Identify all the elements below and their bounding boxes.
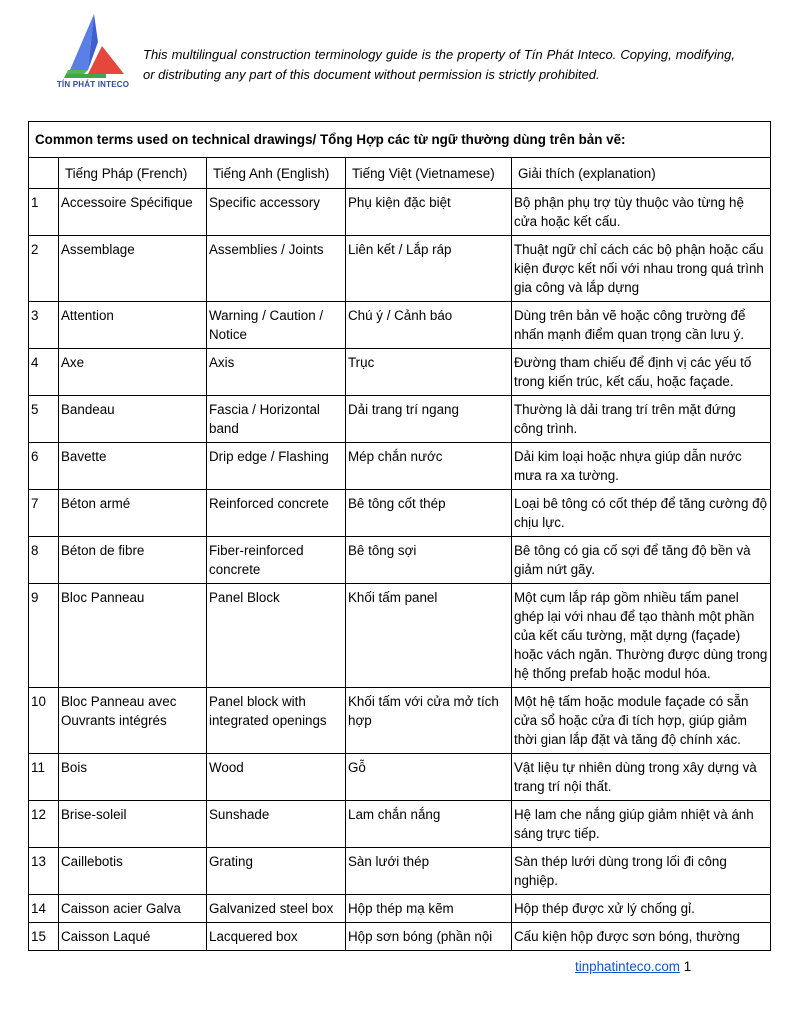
cell-english: Drip edge / Flashing (207, 443, 346, 490)
cell-explanation: Một hệ tấm hoặc module façade có sẵn cửa sổ hoặc cửa đi tích hợp, giúp giảm thời gian lắp đặt và tăng độ chính xác. (512, 688, 771, 754)
cell-french: Béton armé (59, 490, 207, 537)
table-row (29, 584, 771, 688)
cell-english: Sunshade (207, 801, 346, 848)
cell-explanation: Thường là dải trang trí trên mặt đứng công trình. (512, 396, 771, 443)
cell-english: Galvanized steel box (207, 895, 346, 923)
cell-number: 1 (29, 189, 59, 236)
page-number: 1 (683, 959, 692, 974)
cell-vietnamese: Chú ý / Cảnh báo (346, 302, 512, 349)
table-row (29, 302, 771, 349)
cell-vietnamese: Lam chắn nắng (346, 801, 512, 848)
table-row (29, 923, 771, 951)
cell-number: 12 (29, 801, 59, 848)
table-row (29, 537, 771, 584)
cell-french: Brise-soleil (59, 801, 207, 848)
cell-number: 8 (29, 537, 59, 584)
cell-english: Fiber-reinforced concrete (207, 537, 346, 584)
cell-number: 9 (29, 584, 59, 688)
cell-english: Panel block with integrated openings (207, 688, 346, 754)
column-header-french: Tiếng Pháp (French) (59, 158, 207, 189)
cell-explanation: Vật liệu tự nhiên dùng trong xây dựng và trang trí nội thất. (512, 754, 771, 801)
cell-explanation: Thuật ngữ chỉ cách các bộ phận hoặc cấu kiện được kết nối với nhau trong quá trình gia công và lắp dựng (512, 236, 771, 302)
cell-vietnamese: Hộp sơn bóng (phần nội (346, 923, 512, 951)
terminology-table (28, 121, 771, 951)
table-row (29, 189, 771, 236)
table-row (29, 688, 771, 754)
table-row (29, 490, 771, 537)
cell-explanation: Dùng trên bản vẽ hoặc công trường để nhấn mạnh điểm quan trọng cần lưu ý. (512, 302, 771, 349)
cell-vietnamese: Sàn lưới thép (346, 848, 512, 895)
cell-explanation: Hộp thép được xử lý chống gỉ. (512, 895, 771, 923)
cell-explanation: Dải kim loại hoặc nhựa giúp dẫn nước mưa ra xa tường. (512, 443, 771, 490)
website-link[interactable]: tinphatinteco.com (575, 959, 680, 974)
cell-english: Grating (207, 848, 346, 895)
cell-number: 13 (29, 848, 59, 895)
column-header-explanation: Giải thích (explanation) (512, 158, 771, 189)
cell-explanation: Hệ lam che nắng giúp giảm nhiệt và ánh sáng trực tiếp. (512, 801, 771, 848)
cell-english: Axis (207, 349, 346, 396)
cell-french: Accessoire Spécifique (59, 189, 207, 236)
cell-french: Caillebotis (59, 848, 207, 895)
table-title: Common terms used on technical drawings/ Tổng Hợp các từ ngữ thường dùng trên bản vẽ: (29, 122, 771, 158)
cell-vietnamese: Trục (346, 349, 512, 396)
cell-number: 3 (29, 302, 59, 349)
cell-vietnamese: Liên kết / Lắp ráp (346, 236, 512, 302)
cell-vietnamese: Khối tấm với cửa mở tích hợp (346, 688, 512, 754)
cell-french: Béton de fibre (59, 537, 207, 584)
cell-vietnamese: Khối tấm panel (346, 584, 512, 688)
table-row (29, 848, 771, 895)
cell-english: Panel Block (207, 584, 346, 688)
cell-explanation: Bộ phận phụ trợ tùy thuộc vào từng hệ cửa hoặc kết cấu. (512, 189, 771, 236)
table-row (29, 754, 771, 801)
cell-english: Wood (207, 754, 346, 801)
cell-vietnamese: Phụ kiện đặc biệt (346, 189, 512, 236)
cell-explanation: Bê tông có gia cố sợi để tăng độ bền và giảm nứt gãy. (512, 537, 771, 584)
page-footer (575, 959, 691, 974)
column-header-number (29, 158, 59, 189)
cell-english: Assemblies / Joints (207, 236, 346, 302)
cell-number: 6 (29, 443, 59, 490)
cell-number: 14 (29, 895, 59, 923)
cell-number: 10 (29, 688, 59, 754)
cell-english: Lacquered box (207, 923, 346, 951)
cell-vietnamese: Gỗ (346, 754, 512, 801)
cell-number: 5 (29, 396, 59, 443)
cell-english: Warning / Caution / Notice (207, 302, 346, 349)
cell-french: Axe (59, 349, 207, 396)
column-header-vietnamese: Tiếng Việt (Vietnamese) (346, 158, 512, 189)
cell-french: Assemblage (59, 236, 207, 302)
cell-vietnamese: Bê tông cốt thép (346, 490, 512, 537)
cell-number: 4 (29, 349, 59, 396)
table-row (29, 801, 771, 848)
table-header-row (29, 158, 771, 189)
cell-number: 2 (29, 236, 59, 302)
table-row (29, 895, 771, 923)
cell-number: 11 (29, 754, 59, 801)
cell-vietnamese: Mép chắn nước (346, 443, 512, 490)
cell-explanation: Một cụm lắp ráp gồm nhiều tấm panel ghép lại với nhau để tạo thành một phần của kết cấu tường, mặt dựng (façade) hoặc vách ngăn. Thường được dùng trong hệ thống prefab hoặc modul hóa. (512, 584, 771, 688)
cell-explanation: Cấu kiện hộp được sơn bóng, thường (512, 923, 771, 951)
cell-number: 15 (29, 923, 59, 951)
cell-english: Fascia / Horizontal band (207, 396, 346, 443)
table-row (29, 396, 771, 443)
cell-french: Caisson Laqué (59, 923, 207, 951)
column-header-english: Tiếng Anh (English) (207, 158, 346, 189)
table-row (29, 349, 771, 396)
table-row (29, 443, 771, 490)
cell-explanation: Đường tham chiếu để định vị các yếu tố trong kiến trúc, kết cấu, hoặc façade. (512, 349, 771, 396)
cell-english: Specific accessory (207, 189, 346, 236)
cell-vietnamese: Dải trang trí ngang (346, 396, 512, 443)
cell-vietnamese: Bê tông sợi (346, 537, 512, 584)
cell-explanation: Loại bê tông có cốt thép để tăng cường độ chịu lực. (512, 490, 771, 537)
cell-french: Bois (59, 754, 207, 801)
table-row (29, 236, 771, 302)
cell-french: Bloc Panneau (59, 584, 207, 688)
cell-explanation: Sàn thép lưới dùng trong lối đi công nghiệp. (512, 848, 771, 895)
cell-french: Attention (59, 302, 207, 349)
copyright-notice: This multilingual construction terminology guide is the property of Tín Phát Inteco. Copying, modifying, or distributing any part of this document without permission is strictly prohibited. (143, 47, 735, 82)
cell-french: Bandeau (59, 396, 207, 443)
cell-vietnamese: Hộp thép mạ kẽm (346, 895, 512, 923)
logo-text: TÍN PHÁT INTECO (56, 80, 130, 89)
cell-number: 7 (29, 490, 59, 537)
cell-french: Bloc Panneau avec Ouvrants intégrés (59, 688, 207, 754)
cell-english: Reinforced concrete (207, 490, 346, 537)
cell-french: Caisson acier Galva (59, 895, 207, 923)
cell-french: Bavette (59, 443, 207, 490)
